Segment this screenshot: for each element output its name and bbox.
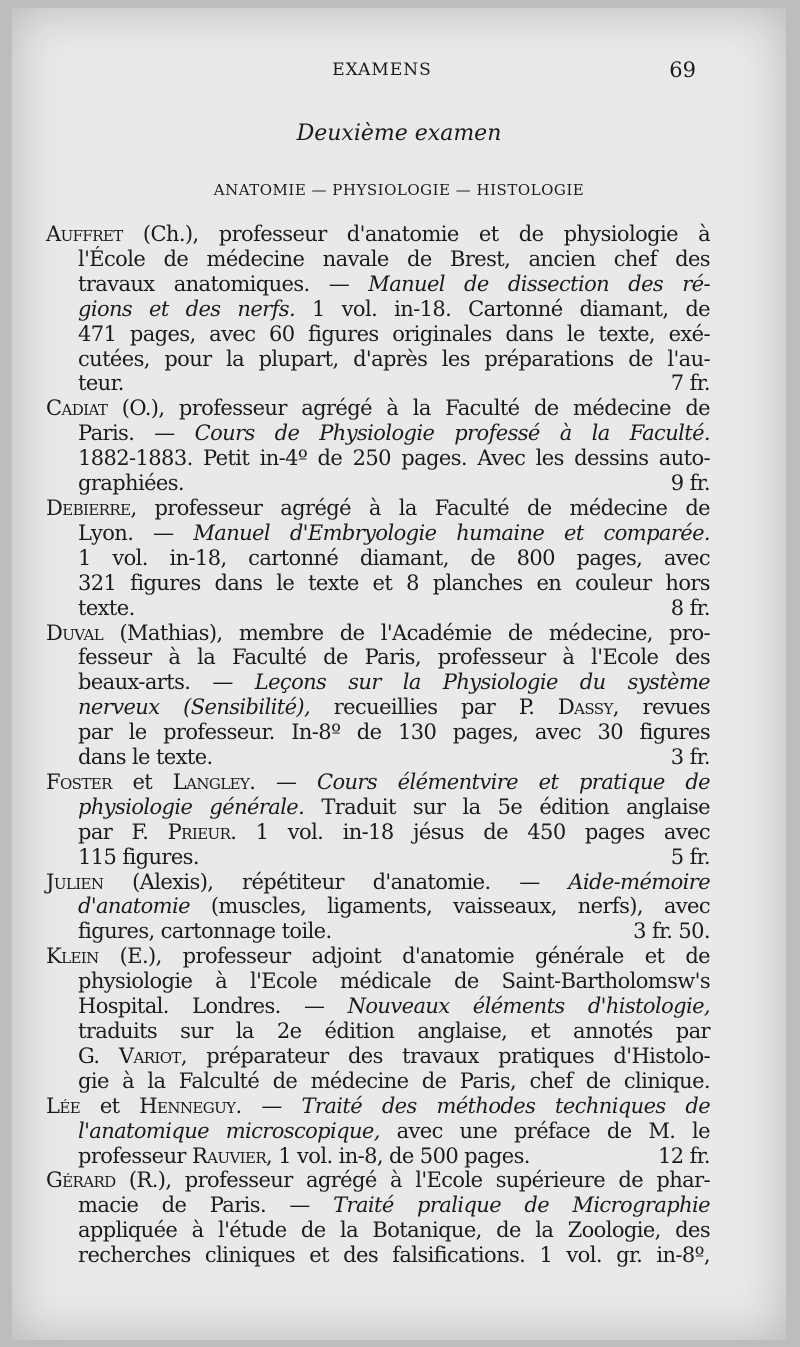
author-name: Lée bbox=[46, 1093, 81, 1118]
price: 12 fr. bbox=[658, 1143, 710, 1168]
price: 3 fr. 50. bbox=[633, 919, 710, 944]
book-title: Traité pralique de Micrographie bbox=[333, 1193, 710, 1218]
page-number: 69 bbox=[669, 58, 696, 82]
entry-gerard: Gérard (R.), professeur agrégé à l'Ecole supérieure de phar- macie de Paris. — Traité pralique de Micrographie appliquée à l'étude de la Botanique, de la Zoologie, des recherches cliniques et des falsifications. 1 vol. gr. in-8º, bbox=[46, 1168, 710, 1268]
author-name: Duval bbox=[46, 620, 104, 645]
entry-foster-langley: Foster et Langley. — Cours élémentvire et pratique de physiologie générale. Traduit sur la 5e édition anglaise par F. Prieur. 1 vol. in-18 jésus de 450 pages avec 115 figures. 5 fr. bbox=[46, 769, 711, 869]
page-header bbox=[12, 58, 786, 88]
section-title: Deuxième examen bbox=[296, 121, 502, 146]
author-name: Cadiat bbox=[46, 396, 108, 421]
price: 5 fr. bbox=[670, 844, 710, 869]
book-title: Cours de Physiologie professé à la Faculté. bbox=[194, 421, 710, 446]
editor-name: P. Dassy bbox=[518, 695, 613, 720]
author-name: Julien bbox=[46, 869, 104, 894]
entry-julien: Julien (Alexis), répétiteur d'anatomie. — Aide-mémoire d'anatomie (muscles, ligaments, vaisseaux, nerfs), avec figures, cartonnage toile. 3 fr. 50. bbox=[46, 869, 711, 944]
book-title: Nouveaux éléments d'histologie, bbox=[347, 994, 710, 1019]
price: 8 fr. bbox=[670, 595, 710, 620]
author-name: Klein bbox=[46, 944, 99, 969]
book-title: nerveux (Sensibilité), bbox=[78, 695, 311, 720]
entry-klein: Klein (E.), professeur adjoint d'anatomie générale et de physiologie à l'Ecole médicale de Saint-Bartholomsw's Hospital. Londres. — Nouveaux éléments d'histologie, traduits sur la 2e édition anglaise, et annotés par G. Variot, préparateur des travaux pratiques d'Histolo- gie à la Falculté de médecine de Paris, chef de clinique. bbox=[46, 944, 711, 1093]
bibliography-list bbox=[46, 222, 710, 1268]
annotator-name: Variot bbox=[118, 1043, 181, 1068]
book-title: l'anatomique microscopique, bbox=[78, 1118, 380, 1143]
price: 9 fr. bbox=[670, 471, 710, 496]
book-title: Manuel d'Embryologie humaine et comparée. bbox=[193, 520, 710, 545]
entry-cadiat: Cadiat (O.), professeur agrégé à la Faculté de médecine de Paris. — Cours de Physiologie professé à la Faculté. 1882-1883. Petit in-4º de 250 pages. Avec les dessins auto- graphiées. 9 fr. bbox=[46, 396, 711, 496]
author-name: Langley bbox=[172, 769, 250, 794]
book-title: gions et des nerfs. bbox=[78, 296, 296, 321]
entry-duval: Duval (Mathias), membre de l'Académie de médecine, pro- fesseur à la Faculté de Paris, professeur à l'Ecole des beaux-arts. — Leçons sur la Physiologie du système nerveux (Sensibilité), recueillies par P. Dassy, revues par le professeur. In-8º de 130 pages, avec 30 figures dans le texte. 3 fr. bbox=[46, 620, 710, 770]
price: 7 fr. bbox=[670, 371, 710, 396]
book-title: Leçons sur la Physiologie du système bbox=[254, 670, 710, 695]
book-page bbox=[12, 8, 786, 1340]
preface-author: Rauvier bbox=[191, 1143, 267, 1168]
section-subtitle: ANATOMIE — PHYSIOLOGIE — HISTOLOGIE bbox=[213, 181, 585, 199]
book-title: Traité des méthodes techniques de bbox=[301, 1093, 711, 1118]
author-name: Gérard bbox=[46, 1168, 116, 1193]
author-name: Debierre bbox=[46, 495, 131, 520]
book-title: Cours élémentvire et pratique de bbox=[317, 769, 710, 794]
book-title: Aide-mémoire bbox=[568, 869, 711, 894]
book-title: physiologie générale. bbox=[78, 794, 305, 819]
translator-name: Prieur bbox=[167, 819, 231, 844]
entry-debierre: Debierre, professeur agrégé à la Faculté de médecine de Lyon. — Manuel d'Embryologie humaine et comparée. 1 vol. in-18, cartonné diamant, de 800 pages, avec 321 figures dans le texte et 8 planches en couleur hors texte. 8 fr. bbox=[46, 495, 710, 620]
price: 3 fr. bbox=[670, 745, 710, 770]
entry-lee-henneguy: Lée et Henneguy. — Traité des méthodes techniques de l'anatomique microscopique, avec une préface de M. le professeur Rauvier, 1 vol. in-8, de 500 pages. 12 fr. bbox=[46, 1093, 711, 1168]
book-title: Manuel de dissection des ré- bbox=[368, 271, 710, 296]
author-name: Henneguy bbox=[139, 1093, 236, 1118]
book-title: d'anatomie bbox=[78, 894, 190, 919]
entry-auffret: Auffret (Ch.), professeur d'anatomie et de physiologie à l'École de médecine navale de Brest, ancien chef des travaux anatomiques. — Manuel de dissection des ré- gions et des nerfs. 1 vol. in-18. Cartonné diamant, de 471 pages, avec 60 figures originales dans le texte, exé- cutées, pour la plupart, d'après les préparations de l'au- teur. 7 fr. bbox=[46, 222, 711, 396]
author-name: Auffret bbox=[46, 222, 123, 246]
running-head: EXAMENS bbox=[332, 60, 432, 80]
author-name: Foster bbox=[46, 769, 112, 794]
